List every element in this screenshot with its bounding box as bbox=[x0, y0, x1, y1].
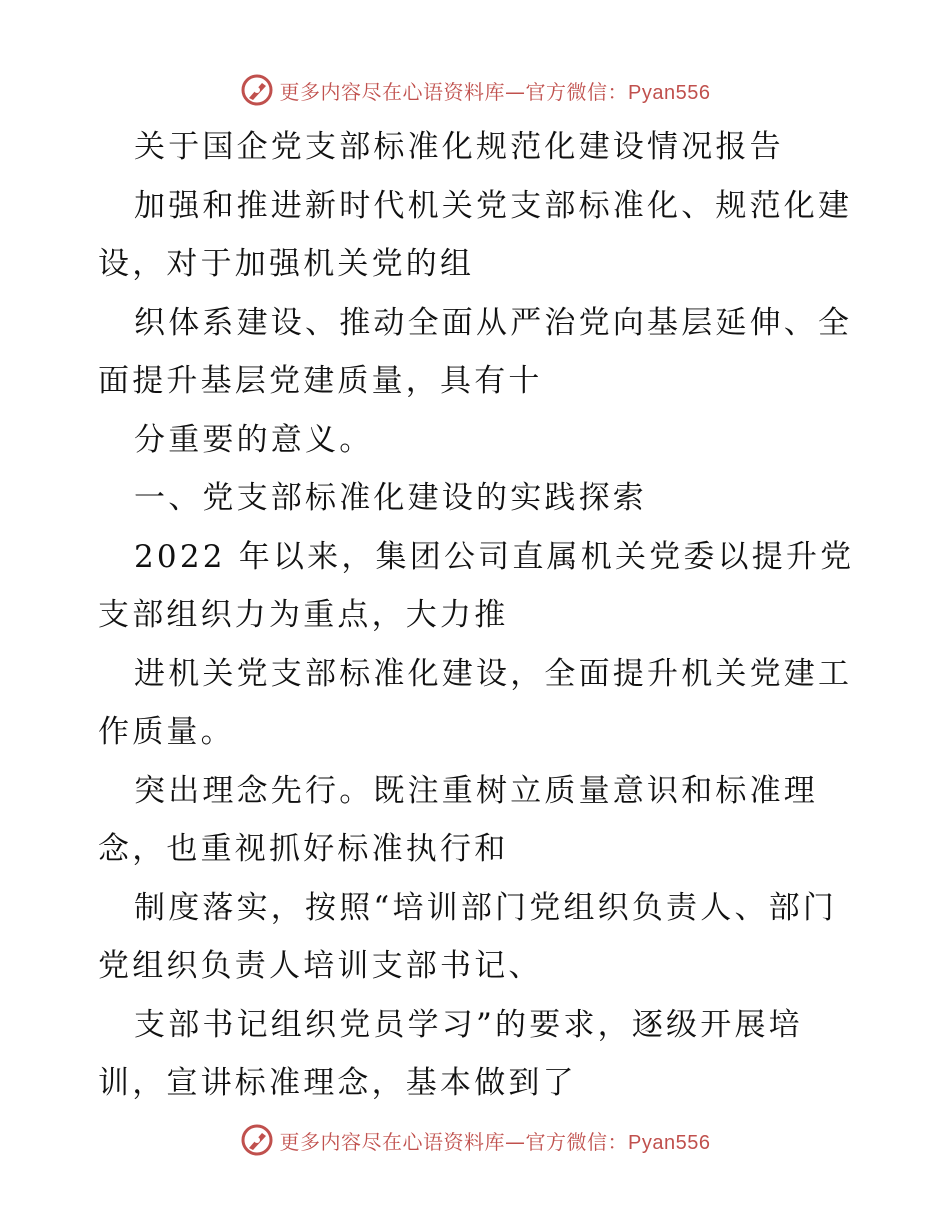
paragraph-line: 设，对于加强机关党的组 bbox=[98, 246, 475, 282]
paragraph-line: 织体系建设、推动全面从严治党向基层延伸、全 bbox=[134, 304, 853, 341]
paragraph-line: 面提升基层党建质量，具有十 bbox=[98, 363, 543, 399]
paragraph-line: 党组织负责人培训支部书记、 bbox=[98, 948, 543, 984]
paragraph-line: 训，宣讲标准理念，基本做到了 bbox=[98, 1065, 577, 1101]
pen-logo-icon bbox=[240, 1123, 274, 1157]
paragraph-line: 支部书记组织党员学习”的要求，逐级开展培 bbox=[134, 1006, 803, 1043]
pen-logo-icon bbox=[240, 73, 274, 107]
paragraph-line: 支部组织力为重点，大力推 bbox=[98, 597, 509, 633]
paragraph-line: 作质量。 bbox=[98, 714, 235, 750]
paragraph-line: 加强和推进新时代机关党支部标准化、规范化建 bbox=[134, 187, 853, 224]
footer-watermark-banner bbox=[0, 1120, 950, 1160]
paragraph-line: 进机关党支部标准化建设，全面提升机关党建工 bbox=[134, 655, 853, 692]
paragraph-line: 2022 年以来，集团公司直属机关党委以提升党 bbox=[134, 538, 855, 575]
document-title: 关于国企党支部标准化规范化建设情况报告 bbox=[134, 129, 784, 165]
footer-banner-text: 更多内容尽在心语资料库—官方微信：Pyan556 bbox=[279, 1129, 711, 1154]
paragraph-line: 制度落实，按照“培训部门党组织负责人、部门 bbox=[134, 889, 838, 926]
paragraph-line: 念，也重视抓好标准执行和 bbox=[98, 831, 509, 867]
document-body bbox=[98, 118, 858, 1113]
header-watermark-banner bbox=[0, 70, 950, 110]
header-banner-text: 更多内容尽在心语资料库—官方微信：Pyan556 bbox=[279, 79, 711, 104]
paragraph-line: 突出理念先行。既注重树立质量意识和标准理 bbox=[134, 772, 818, 809]
section-heading: 一、党支部标准化建设的实践探索 bbox=[134, 480, 647, 516]
paragraph-line: 分重要的意义。 bbox=[134, 421, 374, 458]
